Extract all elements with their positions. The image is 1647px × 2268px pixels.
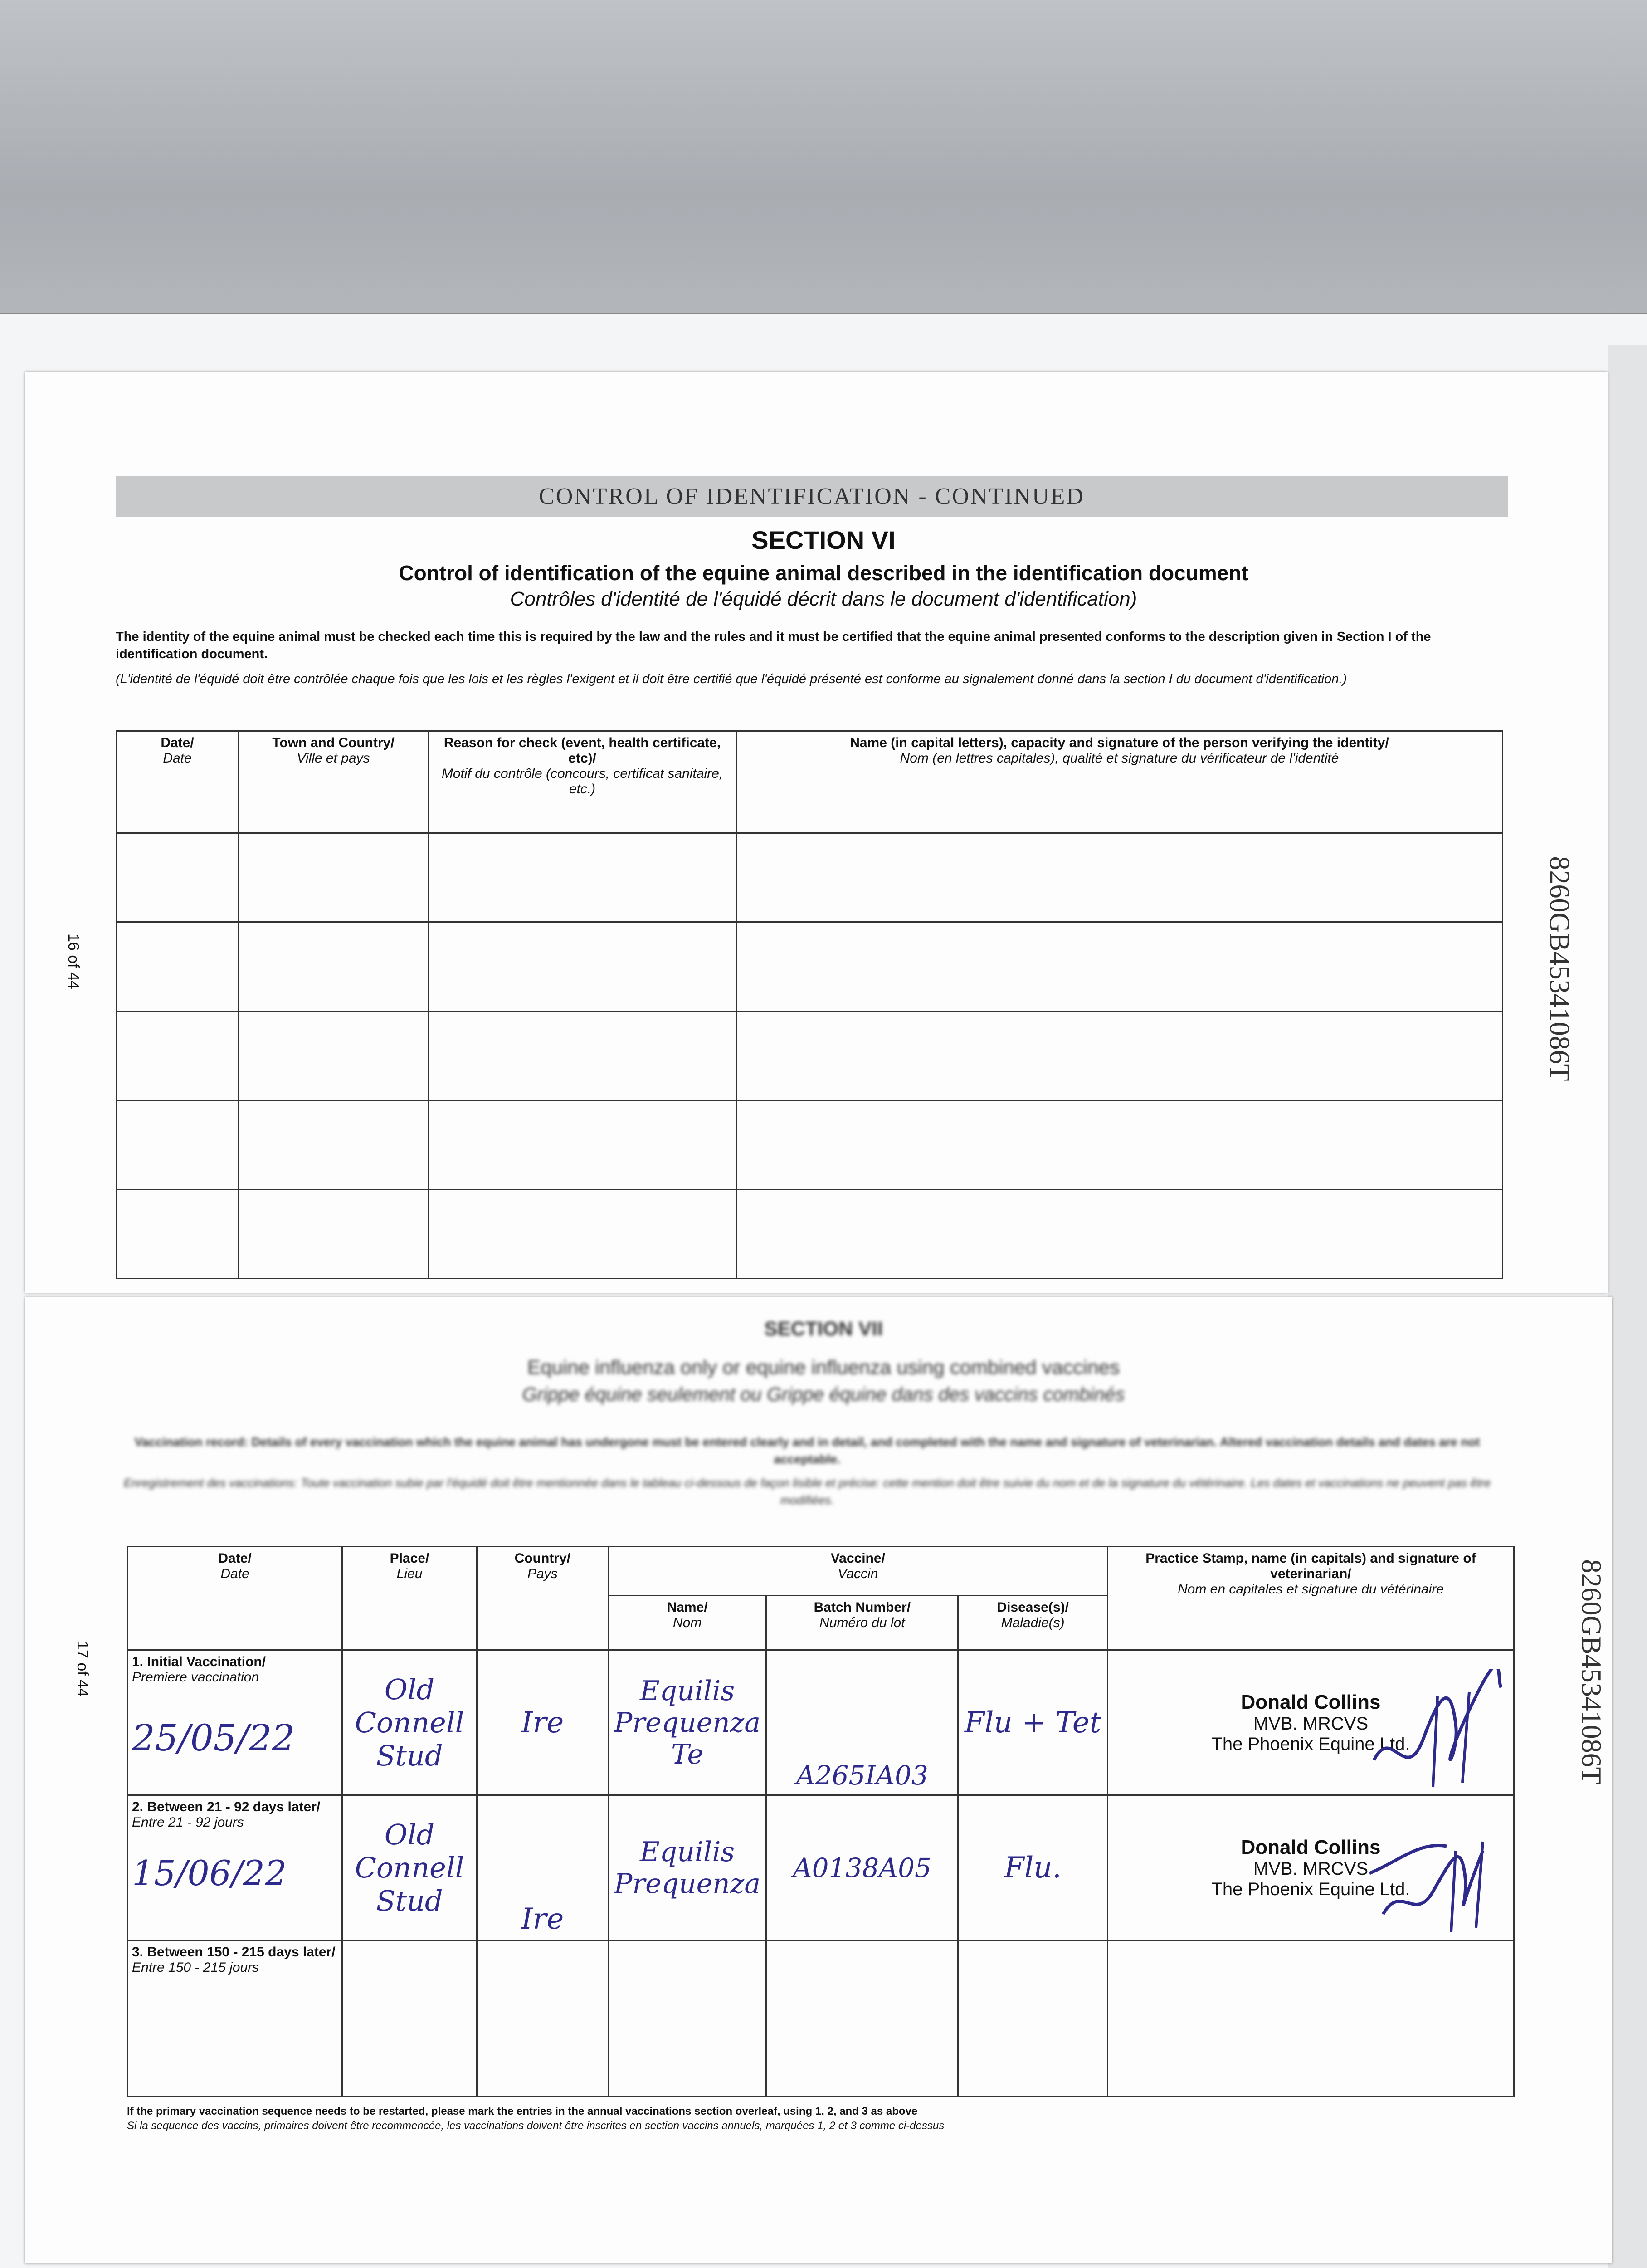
vet-qualification: MVB. MRCVS [1253, 1713, 1369, 1734]
vet-qualification: MVB. MRCVS [1253, 1858, 1369, 1879]
table-row [117, 1189, 1503, 1278]
intro-en: The identity of the equine animal must be checked each time this is required by the law and the rules and it must be certified that the equine animal presented conforms to the description given in Section I of the identification document. [116, 630, 1431, 661]
passport-edge [1608, 345, 1647, 2268]
vaccine-name-value: Equilis Prequenza [608, 1795, 766, 1941]
col-vaccine-name: Name/ Nom [608, 1596, 766, 1650]
page-number: 16 of 44 [64, 934, 82, 989]
col-stamp: Practice Stamp, name (in capitals) and signature of veterinarian/ Nom en capitales et signature du vétérinaire [1107, 1547, 1514, 1650]
vet-name: Donald Collins [1241, 1836, 1381, 1858]
disease-value: Flu. [958, 1795, 1108, 1941]
table-row [117, 1011, 1503, 1100]
vet-practice: The Phoenix Equine Ltd. [1211, 1879, 1410, 1899]
col-country: Country/ Pays [477, 1547, 608, 1650]
row-label: 2. Between 21 - 92 days later/ Entre 21 - 92 jours 15/06/22 [128, 1795, 342, 1941]
row-label: 3. Between 150 - 215 days later/ Entre 150 - 215 jours [128, 1941, 342, 2097]
vet-name: Donald Collins [1241, 1691, 1381, 1713]
heading-fr: Contrôles d'identité de l'équidé décrit dans le document d'identification) [510, 588, 1137, 610]
table-row [128, 1795, 1514, 1941]
blurred-intro-fr: Enregistrement des vaccinations: Toute vaccination subie par l'équidé doit être mentionnée dans le tableau ci-dessous de façon lisible et précise: cette mention doit être suivie du nom et de la signature du vétérinaire. Les dates et vaccinations ne peuvent pas être modifiées. [123, 1476, 1491, 1507]
table-row [128, 1650, 1514, 1795]
blurred-heading-en: Equine influenza only or equine influenza using combined vaccines [527, 1356, 1120, 1378]
footnote-fr: Si la sequence des vaccins, primaires doivent être recommencée, les vaccinations doivent être inscrites en section vaccins annuels, marquées 1, 2 et 3 comme ci-dessus [127, 2120, 945, 2132]
col-date: Date/ Date [128, 1547, 342, 1650]
vet-practice: The Phoenix Equine Ltd. [1211, 1734, 1410, 1754]
col-batch: Batch Number/ Numéro du lot [766, 1596, 958, 1650]
place-value: Old Connell Stud [342, 1795, 477, 1941]
scanner-background [0, 0, 1647, 327]
col-place: Place/ Lieu [342, 1547, 477, 1650]
vet-signature-2 [1365, 1814, 1515, 1950]
col-verifier: Name (in capital letters), capacity and signature of the person verifying the identity/ Nom (en lettres capitales), qualité et signature du vérificateur de l'identité [736, 731, 1503, 833]
disease-value: Flu + Tet [958, 1650, 1108, 1795]
col-reason: Reason for check (event, health certificate, etc)/ Motif du contrôle (concours, certificat sanitaire, etc.) [429, 731, 736, 833]
banner-control-identification: CONTROL OF IDENTIFICATION - CONTINUED [116, 476, 1508, 517]
col-vaccine: Vaccine/ Vaccin [608, 1547, 1107, 1596]
passport-serial: 8260GB45341086T [1544, 856, 1575, 1081]
col-disease: Disease(s)/ Maladie(s) [958, 1596, 1108, 1650]
blurred-intro-en: Vaccination record: Details of every vaccination which the equine animal has undergone must be entered clearly and in detail, and completed with the name and signature of veterinarian. Altered vaccination details and dates are not acceptable. [134, 1435, 1480, 1466]
table-row [128, 1941, 1514, 2097]
country-value: Ire [477, 1795, 608, 1941]
heading-en: Control of identification of the equine animal described in the identification document [399, 561, 1248, 585]
table-row [117, 833, 1503, 922]
identity-check-table [116, 730, 1503, 1279]
vet-signature-1 [1365, 1669, 1515, 1805]
date-value: 15/06/22 [132, 1853, 287, 1893]
table-row [117, 922, 1503, 1011]
batch-value: A0138A05 [766, 1795, 958, 1941]
footnote-en: If the primary vaccination sequence needs to be restarted, please mark the entries in the annual vaccinations section overleaf, using 1, 2, and 3 as above [127, 2105, 918, 2117]
vaccination-table [127, 1546, 1515, 2097]
vaccine-name-value: Equilis Prequenza Te [608, 1650, 766, 1795]
table-row [117, 1100, 1503, 1189]
place-value: Old Connell Stud [342, 1650, 477, 1795]
passport-serial: 8260GB45341086T [1575, 1559, 1607, 1784]
intro-fr: (L'identité de l'équidé doit être contrôlée chaque fois que les lois et les règles l'exigent et il doit être certifié que l'équidé présenté est conforme au signalement donné dans la section I du document d'identification.) [116, 672, 1347, 686]
row-label: 1. Initial Vaccination/ Premiere vaccination 25/05/22 [128, 1650, 342, 1795]
blurred-heading-fr: Grippe équine seulement ou Grippe équine dans des vaccins combinés [522, 1383, 1125, 1405]
batch-value: A265IA03 [766, 1650, 958, 1795]
col-date: Date/ Date [117, 731, 239, 833]
section-title: SECTION VI [751, 526, 896, 554]
page-number: 17 of 44 [73, 1641, 91, 1697]
date-value: 25/05/22 [132, 1717, 295, 1759]
blurred-section: SECTION VII [764, 1318, 883, 1340]
country-value: Ire [477, 1650, 608, 1795]
col-town-country: Town and Country/ Ville et pays [239, 731, 429, 833]
